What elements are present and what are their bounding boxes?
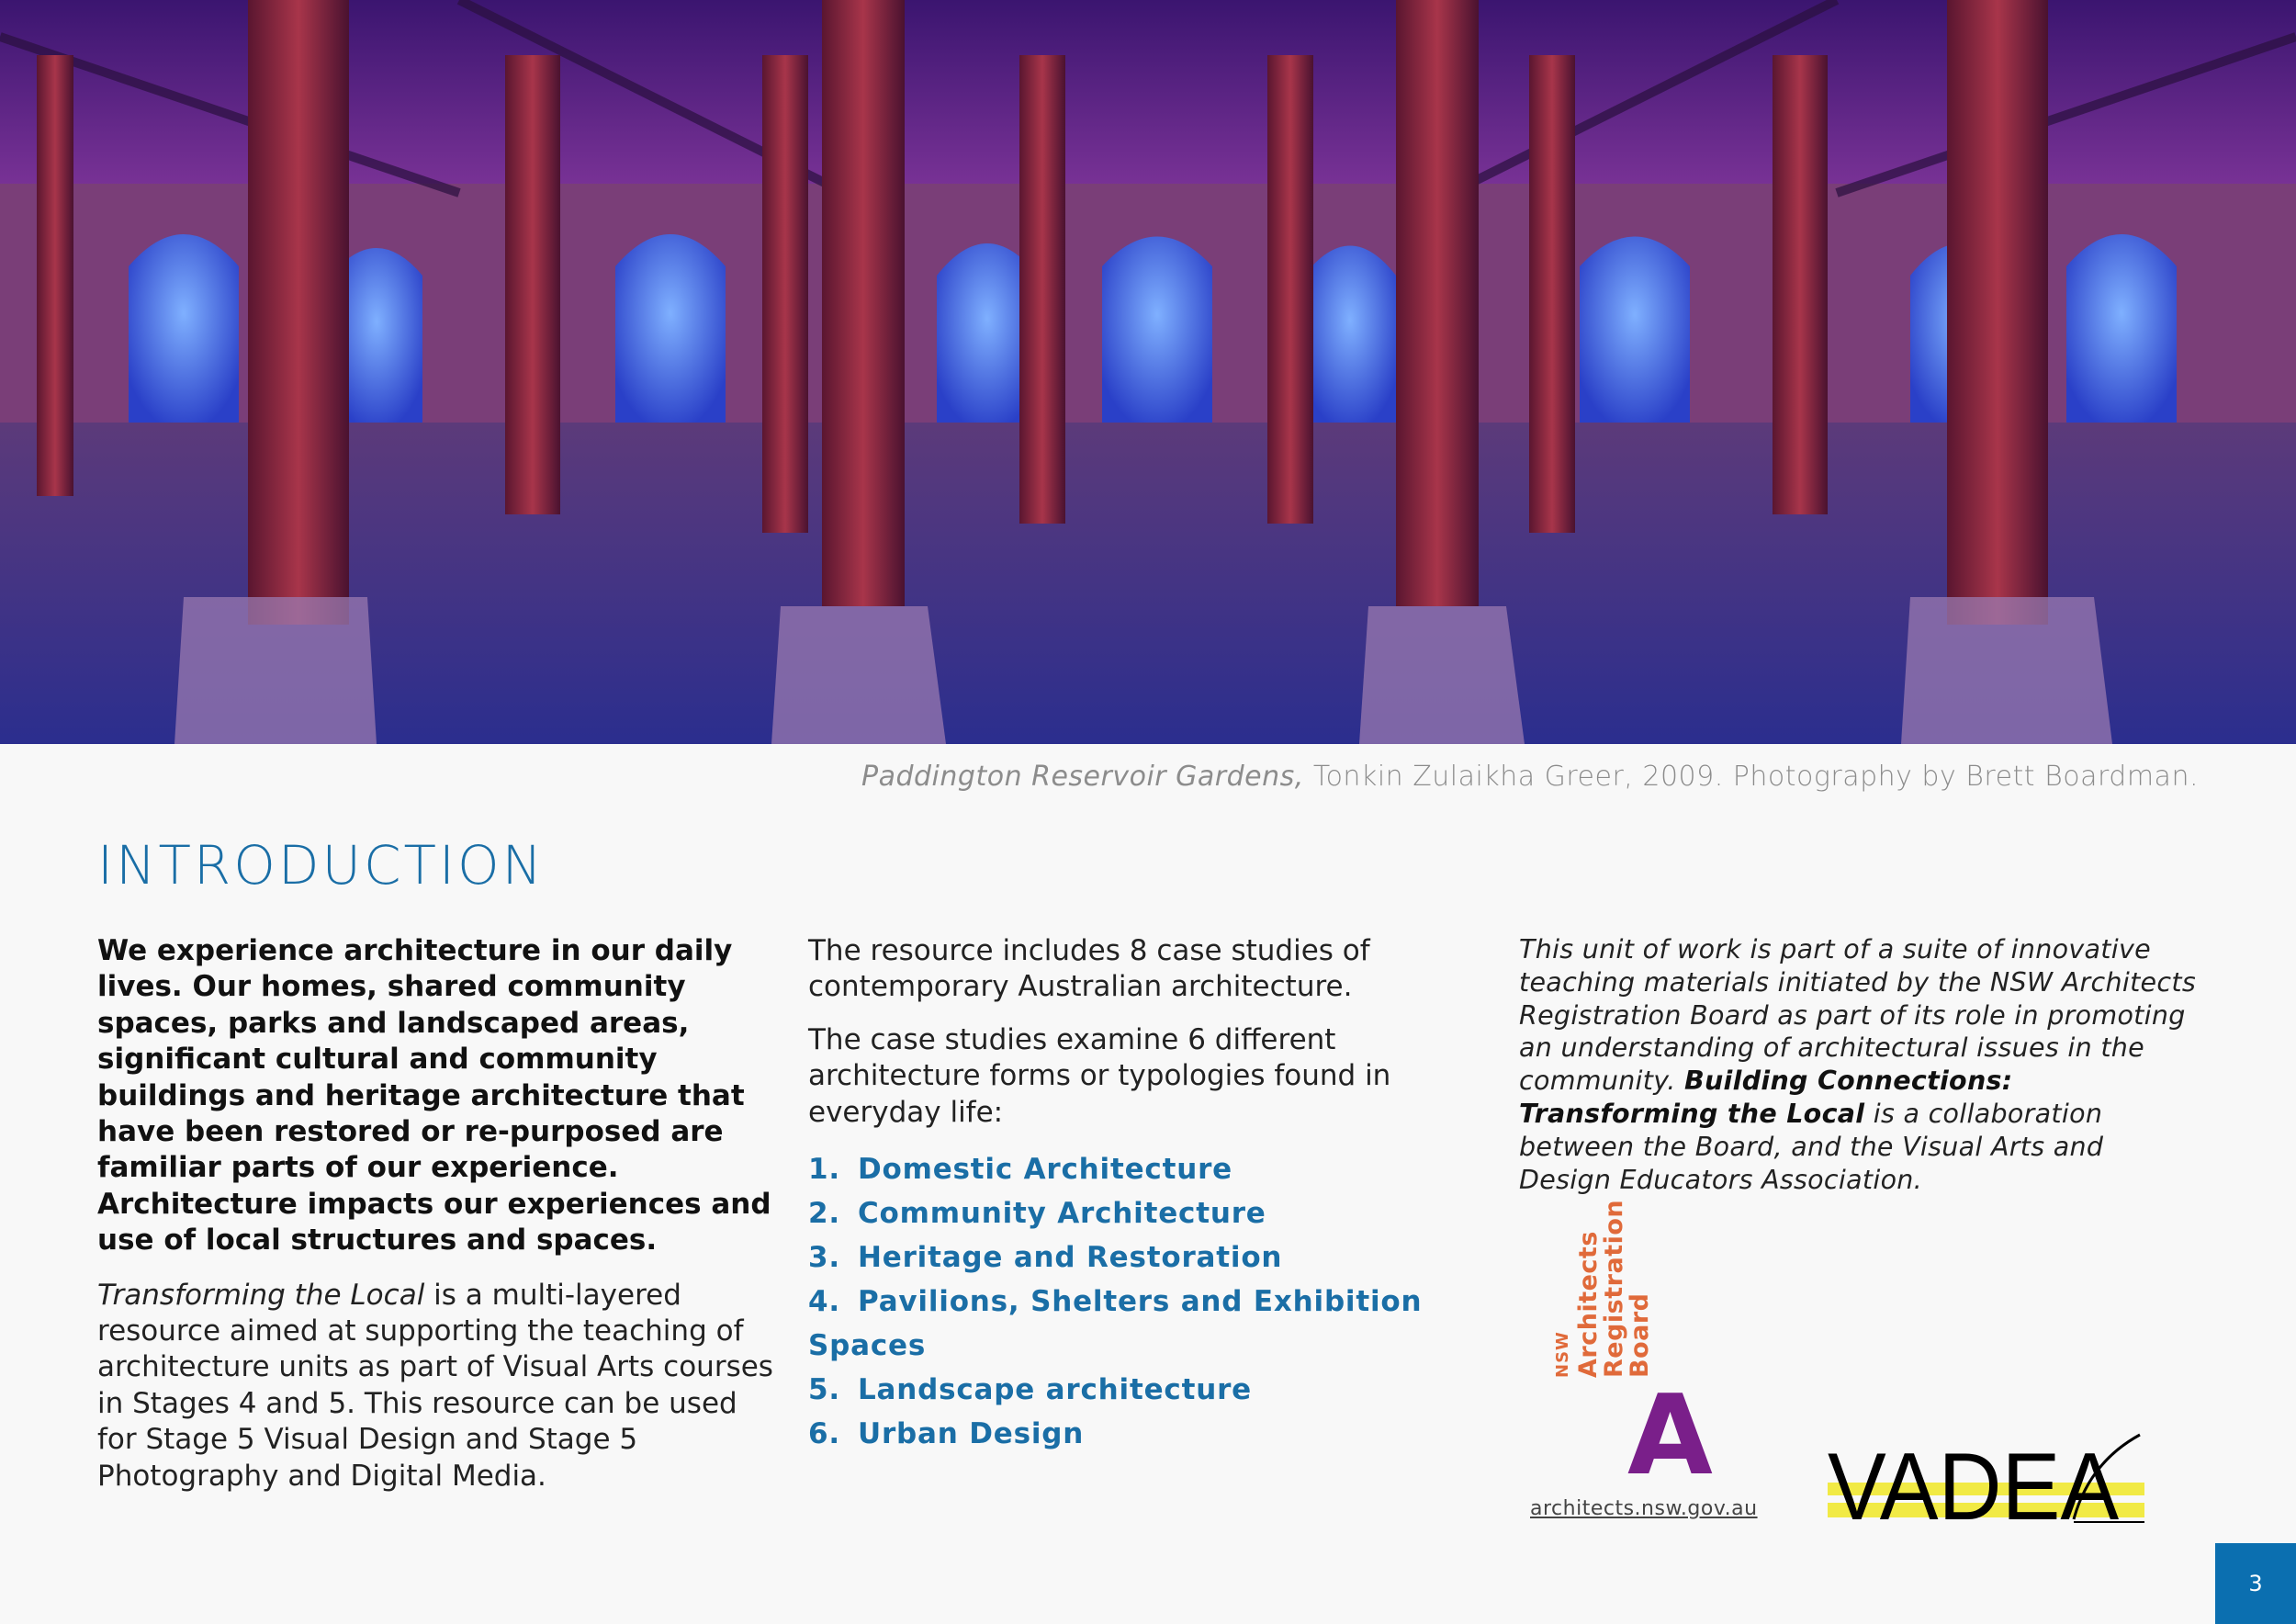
arb-letter-a: A	[1627, 1372, 1713, 1500]
list-item-number: 4.	[808, 1285, 840, 1319]
list-item-label: Domestic Architecture	[858, 1153, 1232, 1187]
list-item[interactable]	[808, 1368, 1488, 1412]
list-item[interactable]	[808, 1191, 1488, 1235]
case-studies-paragraph: The resource includes 8 case studies of contemporary Australian architecture.	[808, 934, 1370, 1004]
typologies-paragraph: The case studies examine 6 different architecture forms or typologies found in everyday life:	[808, 1022, 1391, 1129]
page-title: INTRODUCTION	[97, 834, 546, 897]
page-number: 3	[2215, 1543, 2296, 1624]
arb-website-link[interactable]: architects.nsw.gov.au	[1530, 1497, 1758, 1520]
vadea-wordmark: VADEA	[1828, 1434, 2120, 1528]
list-item-number: 5.	[808, 1373, 840, 1407]
reservoir-illustration	[0, 0, 2296, 744]
arb-logo-text	[1550, 1200, 1653, 1378]
note-end: is a collaboration between the Board, and the Visual Arts and Design Educators Association.	[1519, 1098, 2104, 1195]
typology-list	[808, 1147, 1488, 1456]
caption-italic: Paddington Reservoir Gardens,	[861, 761, 1304, 793]
intro-paragraph	[97, 1278, 777, 1494]
list-item-number: 2.	[808, 1197, 840, 1231]
list-item-number: 1.	[808, 1153, 840, 1187]
column-3	[1519, 933, 2199, 1196]
intro-paragraph-text: is a multi-layered resource aimed at supporting the teaching of architecture units as part of Visual Arts courses in Stages 4 and 5. This resource can be used for Stage 5 Visual Design and Stage 5 Photography and Digital Media.	[97, 1278, 773, 1493]
column-1	[97, 933, 777, 1511]
resource-title: Transforming the Local	[97, 1278, 425, 1312]
note-bold: Building Connections: Transforming the Local	[1519, 1066, 2013, 1129]
list-item-number: 6.	[808, 1417, 840, 1451]
arb-line-3: Board	[1626, 1292, 1654, 1378]
list-item[interactable]	[808, 1280, 1488, 1368]
vadea-logo	[1828, 1426, 2144, 1528]
list-item-label: Heritage and Restoration	[858, 1241, 1283, 1275]
arb-nsw: NSW	[1553, 1331, 1572, 1378]
note-start: This unit of work is part of a suite of innovative teaching materials initiated by the NSW Architects Registration Board as part of its role in promoting an understanding of architectural issues in the community.	[1519, 934, 2196, 1097]
list-item-label: Pavilions, Shelters and Exhibition Spaces	[808, 1285, 1423, 1363]
photo-caption	[861, 761, 2199, 793]
list-item[interactable]	[808, 1235, 1488, 1280]
arb-line-1: Architects	[1574, 1231, 1603, 1378]
bold-intro: We experience architecture in our daily lives. Our homes, shared community spaces, parks and landscaped areas, significant cultural and community buildings and heritage architecture that have been restored or re-purposed are familiar parts of our experience. Architecture impacts our experiences and use of local structures and spaces.	[97, 934, 771, 1257]
list-item-label: Community Architecture	[858, 1197, 1266, 1231]
caption-rest: Tonkin Zulaikha Greer, 2009. Photography by Brett Boardman.	[1303, 761, 2199, 793]
arb-line-2: Registration	[1600, 1199, 1628, 1378]
column-2	[808, 933, 1488, 1456]
hero-photo	[0, 0, 2296, 744]
list-item-number: 3.	[808, 1241, 840, 1275]
list-item[interactable]	[808, 1412, 1488, 1456]
unit-note	[1519, 933, 2199, 1196]
list-item-label: Urban Design	[858, 1417, 1085, 1451]
list-item-label: Landscape architecture	[858, 1373, 1252, 1407]
list-item[interactable]	[808, 1147, 1488, 1191]
